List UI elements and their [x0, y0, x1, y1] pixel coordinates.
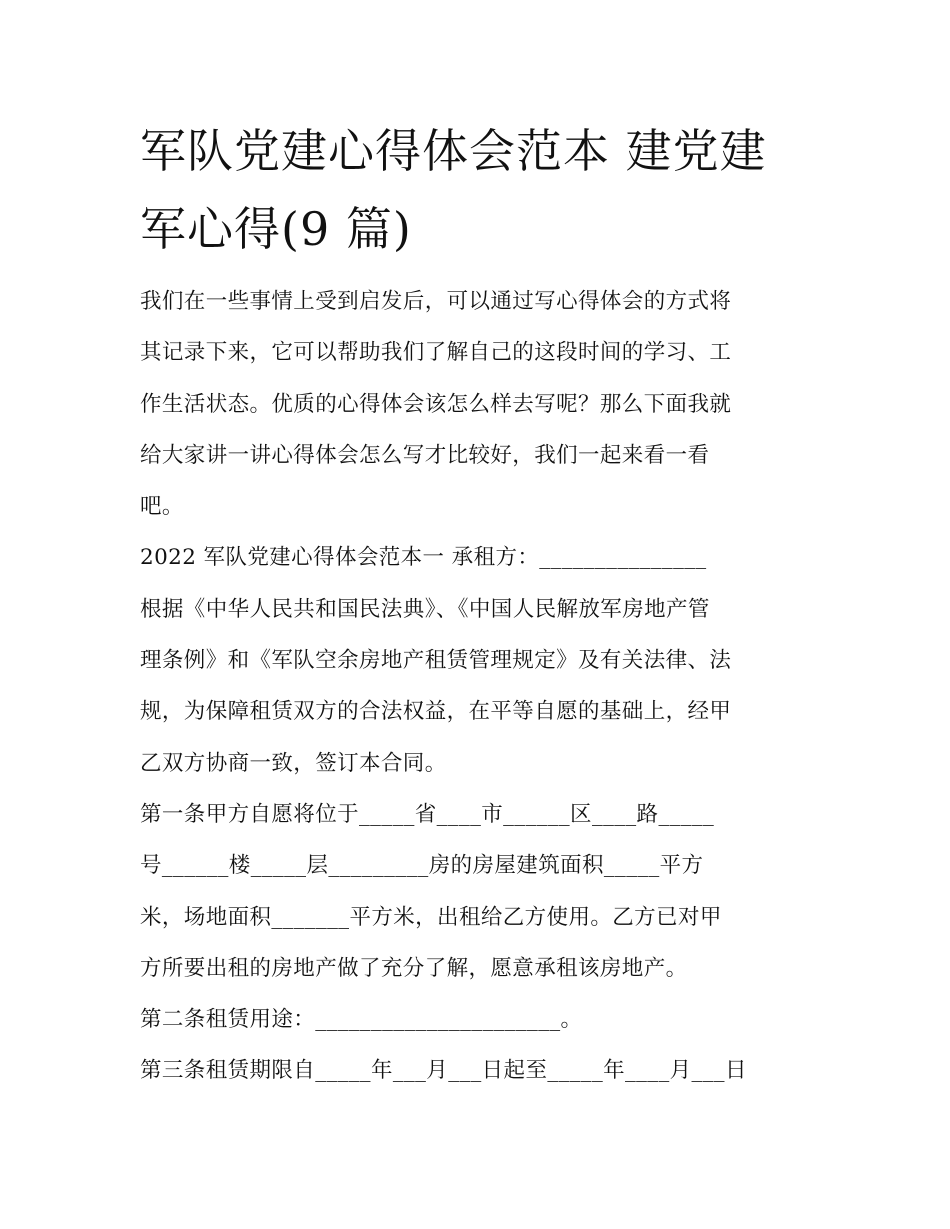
body-line: 根据《中华人民共和国民法典》、《中国人民解放军房地产管 — [140, 596, 710, 622]
body-line: 给大家讲一讲心得体会怎么写才比较好，我们一起来看一看 — [140, 442, 710, 468]
clause-line: 第三条租赁期限自_____年___月___日起至_____年____月___日 — [140, 1058, 747, 1084]
clause-line: 方所要出租的房地产做了充分了解，愿意承租该房地产。 — [140, 955, 688, 981]
clause-line: 第一条甲方自愿将位于_____省____市______区____路_____ — [140, 801, 715, 827]
body-line: 作生活状态。优质的心得体会该怎么样去写呢？那么下面我就 — [140, 391, 732, 417]
clause-line: 米，场地面积_______平方米，出租给乙方使用。乙方已对甲 — [140, 904, 722, 930]
document-title — [140, 112, 820, 268]
body-line: 理条例》和《军队空余房地产租赁管理规定》及有关法律、法 — [140, 648, 732, 674]
document-body — [140, 276, 820, 1097]
body-line: 吧。 — [140, 494, 184, 520]
clause-line: 号______楼_____层_________房的房屋建筑面积_____平方 — [140, 853, 704, 879]
section-heading-line: 2022 军队党建心得体会范本一 承租方：_______________ — [140, 545, 707, 571]
clause-line: 第二条租赁用途：______________________。 — [140, 1007, 583, 1033]
title-line-1: 军队党建心得体会范本 建党建 — [140, 124, 767, 178]
body-line: 其记录下来，它可以帮助我们了解自己的这段时间的学习、工 — [140, 340, 732, 366]
body-line: 乙双方协商一致，签订本合同。 — [140, 750, 447, 776]
document-page — [140, 112, 820, 1097]
body-line: 我们在一些事情上受到启发后，可以通过写心得体会的方式将 — [140, 289, 732, 314]
body-line: 规，为保障租赁双方的合法权益，在平等自愿的基础上，经甲 — [140, 699, 732, 725]
title-line-2: 军心得(9 篇) — [140, 202, 412, 256]
